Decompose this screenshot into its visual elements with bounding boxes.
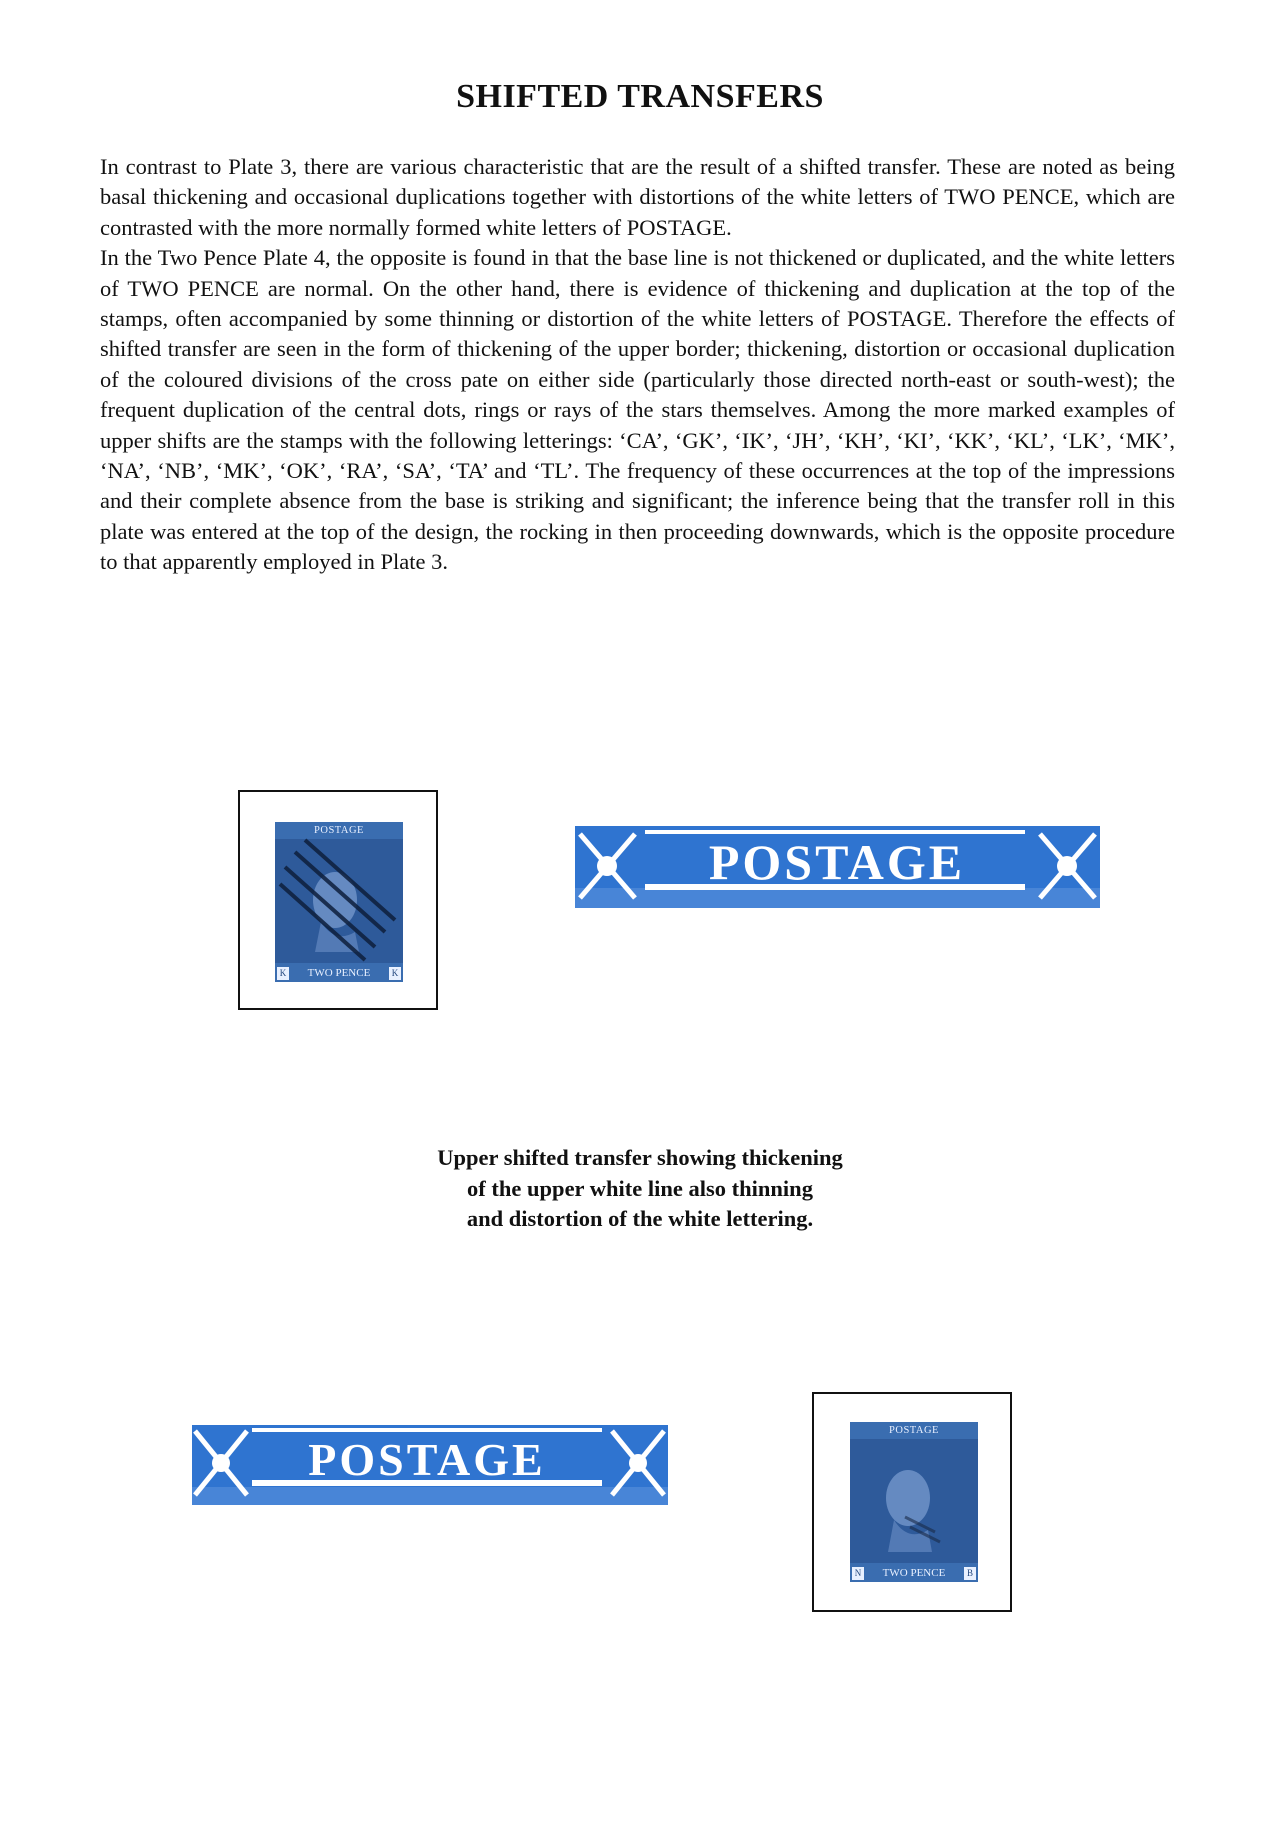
strip-postage-text: POSTAGE [708,834,966,890]
stamp-bottom-band [850,1563,978,1582]
postage-enlargement-2 [192,1425,668,1505]
queen-portrait-icon [275,822,403,982]
stamp-image-2 [850,1422,978,1582]
stamp-bottom-label: TWO PENCE [882,1566,946,1579]
paragraph-1: In contrast to Plate 3, there are various characteristic that are the result of a shifted transfer. These are noted as being basal thickening and occasional duplications together with distortions of the white letters of TWO PENCE, which are contrasted with the more normally formed white letters of POSTAGE. [100,154,1175,240]
figure-caption [0,1143,1280,1235]
stamp-frame-1 [238,790,438,1010]
stamp-bottom-label: TWO PENCE [307,966,371,979]
corner-letter-left: N [852,1567,864,1580]
caption-line-3: and distortion of the white lettering. [466,1206,814,1231]
queen-portrait-icon [850,1422,978,1582]
page-title: SHIFTED TRANSFERS [456,78,824,115]
corner-letter-right: B [964,1567,976,1580]
strip-texture [192,1487,668,1505]
corner-letter-right: K [389,967,401,980]
strip-texture [575,888,1100,908]
body-text [100,152,1175,578]
stamp-frame-2 [812,1392,1012,1612]
upper-white-line [252,1428,602,1432]
stamp-top-label: POSTAGE [314,825,364,836]
postage-enlargement-1 [575,826,1100,908]
stamp-image-1 [275,822,403,982]
stamp-bottom-band [275,963,403,982]
strip-postage-text: POSTAGE [308,1434,546,1485]
paragraph-2: In the Two Pence Plate 4, the opposite is found in that the base line is not thickened or duplicated, and the white letters of TWO PENCE are normal. On the other hand, there is evidence of thickening and duplication at the top of the stamps, often accompanied by some thinning or distortion of the white letters of POSTAGE. Therefore the effects of shifted transfer are seen in the form of thickening of the upper border; thickening, distortion or occasional duplication of the coloured divisions of the cross pate on either side (particularly those directed north-east or south-west); the frequent duplication of the central dots, rings or rays of the stars themselves. Among the more marked examples of upper shifts are the stamps with the following letterings: ‘CA’, ‘GK’, ‘IK’, ‘JH’, ‘KH’, ‘KI’, ‘KK’, ‘KL’, ‘LK’, ‘MK’, ‘NA’, ‘NB’, ‘MK’, ‘OK’, ‘RA’, ‘SA’, ‘TA’ and ‘TL’. The frequency of these occurrences at the top of the impressions and their complete absence from the base is striking and significant; the inference being that the transfer roll in this plate was entered at the top of the design, the rocking in then proceeding downwards, which is the opposite procedure to that apparently employed in Plate 3. [100,245,1175,575]
caption-line-2: of the upper white line also thinning [467,1175,813,1201]
caption-line-1: Upper shifted transfer showing thickening [437,1145,843,1170]
stamp-top-label: POSTAGE [889,1425,939,1436]
corner-letter-left: K [277,967,289,980]
